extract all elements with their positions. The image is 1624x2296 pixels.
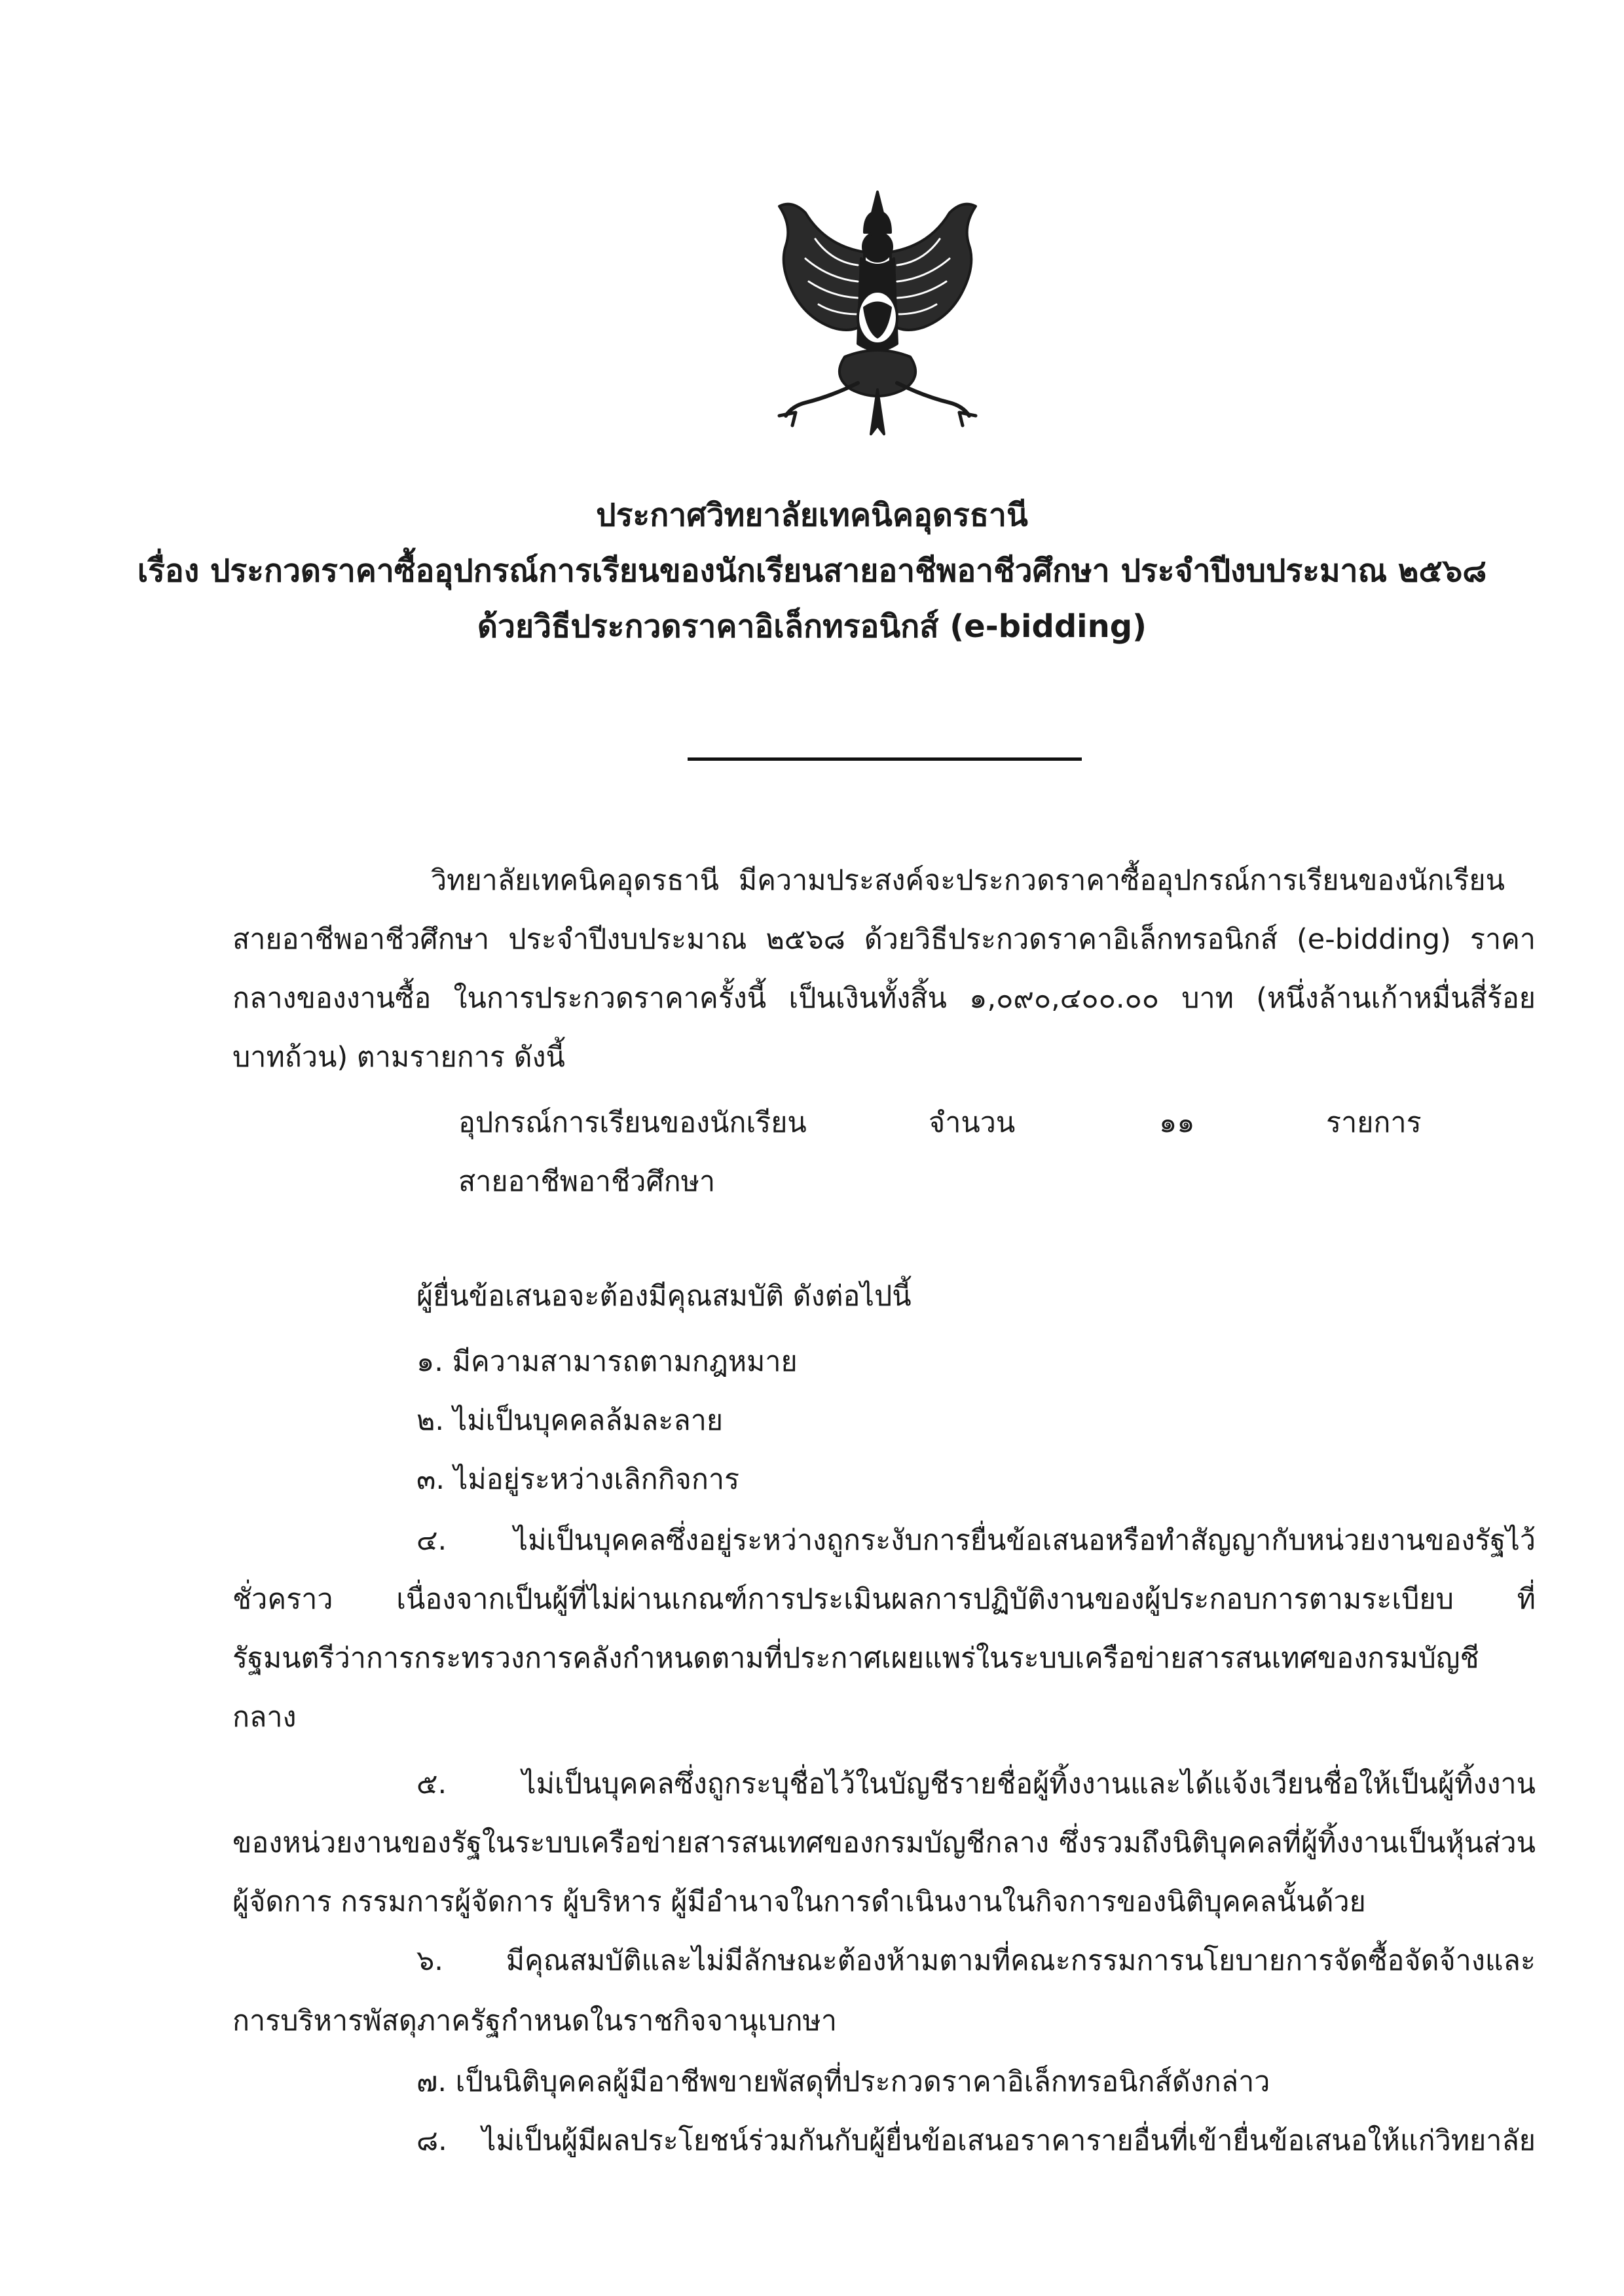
qualification-4-line-4: กลาง	[232, 1701, 297, 1734]
title-line-2: เรื่อง ประกวดราคาซื้ออุปกรณ์การเรียนของนักเรียนสายอาชีพอาชีวศึกษา ประจำปีงบประมาณ ๒๕๖๘	[137, 553, 1487, 589]
qualification-2: ๒. ไม่เป็นบุคคลล้มละลาย	[416, 1404, 724, 1437]
intro-line-3: กลางของงานซื้อ ในการประกวดราคาครั้งนี้ เป็นเงินทั้งสิ้น ๑,๐๙๐,๔๐๐.๐๐ บาท (หนึ่งล้านเก้าหมื่นสี่ร้อย	[232, 982, 1536, 1015]
item-row	[458, 1100, 1428, 1159]
item-unit: รายการ	[1326, 1106, 1422, 1139]
qualification-8-line-1: ๘. ไม่เป็นผู้มีผลประโยชน์ร่วมกันกับผู้ยื่นข้อเสนอราคารายอื่นที่เข้ายื่นข้อเสนอให้แก่วิทยาลัย	[416, 2124, 1536, 2157]
qualification-4-line-3: รัฐมนตรีว่าการกระทรวงการคลังกำหนดตามที่ประกาศเผยแพร่ในระบบเครือข่ายสารสนเทศของกรมบัญชี	[232, 1642, 1479, 1675]
announcement-title	[131, 488, 1493, 655]
qualification-5-line-3: ผู้จัดการ กรรมการผู้จัดการ ผู้บริหาร ผู้มีอำนาจในการดำเนินงานในกิจการของนิติบุคคลนั้นด้วย	[232, 1886, 1366, 1918]
item-qty-label: จำนวน	[929, 1106, 1016, 1139]
qualification-3: ๓. ไม่อยู่ระหว่างเลิกกิจการ	[416, 1463, 740, 1496]
title-line-1: ประกาศวิทยาลัยเทคนิคอุดรธานี	[596, 497, 1028, 534]
item-qty: ๑๑	[1159, 1106, 1195, 1139]
item-name: อุปกรณ์การเรียนของนักเรียน	[458, 1106, 807, 1139]
qualification-6-line-1: ๖. มีคุณสมบัติและไม่มีลักษณะต้องห้ามตามที่คณะกรรมการนโยบายการจัดซื้อจัดจ้างและ	[416, 1944, 1536, 1977]
item-name-line-2: สายอาชีพอาชีวศึกษา	[458, 1165, 716, 1198]
qualification-4-line-1: ๔. ไม่เป็นบุคคลซึ่งอยู่ระหว่างถูกระงับการยื่นข้อเสนอหรือทำสัญญากับหน่วยงานของรัฐไว้	[416, 1524, 1536, 1557]
qualification-7: ๗. เป็นนิติบุคคลผู้มีอาชีพขายพัสดุที่ประกวดราคาอิเล็กทรอนิกส์ดังกล่าว	[416, 2066, 1270, 2098]
qualifications-heading: ผู้ยื่นข้อเสนอจะต้องมีคุณสมบัติ ดังต่อไปนี้	[416, 1280, 912, 1313]
garuda-emblem-icon	[766, 187, 989, 439]
intro-line-4: บาทถ้วน) ตามรายการ ดังนี้	[232, 1041, 565, 1074]
qualification-5-line-1: ๕. ไม่เป็นบุคคลซึ่งถูกระบุชื่อไว้ในบัญชีรายชื่อผู้ทิ้งงานและได้แจ้งเวียนชื่อให้เป็นผู้ทิ้งงาน	[416, 1768, 1536, 1800]
title-divider	[688, 757, 1082, 761]
intro-line-2: สายอาชีพอาชีวศึกษา ประจำปีงบประมาณ ๒๕๖๘ ด้วยวิธีประกวดราคาอิเล็กทรอนิกส์ (e-bidding) ราคา	[232, 923, 1536, 956]
qualification-4-line-2: ชั่วคราว เนื่องจากเป็นผู้ที่ไม่ผ่านเกณฑ์การประเมินผลการปฏิบัติงานของผู้ประกอบการตามระเบียบ ที่	[232, 1583, 1536, 1616]
qualification-6-line-2: การบริหารพัสดุภาครัฐกำหนดในราชกิจจานุเบกษา	[232, 2005, 837, 2037]
title-line-3: ด้วยวิธีประกวดราคาอิเล็กทรอนิกส์ (e-bidding)	[477, 608, 1147, 645]
qualification-1: ๑. มีความสามารถตามกฎหมาย	[416, 1345, 798, 1378]
qualification-5-line-2: ของหน่วยงานของรัฐในระบบเครือข่ายสารสนเทศของกรมบัญชีกลาง ซึ่งรวมถึงนิติบุคคลที่ผู้ทิ้งงานเป็นหุ้นส่วน	[232, 1827, 1536, 1859]
intro-line-1: วิทยาลัยเทคนิคอุดรธานี มีความประสงค์จะประกวดราคาซื้ออุปกรณ์การเรียนของนักเรียน	[431, 864, 1505, 897]
